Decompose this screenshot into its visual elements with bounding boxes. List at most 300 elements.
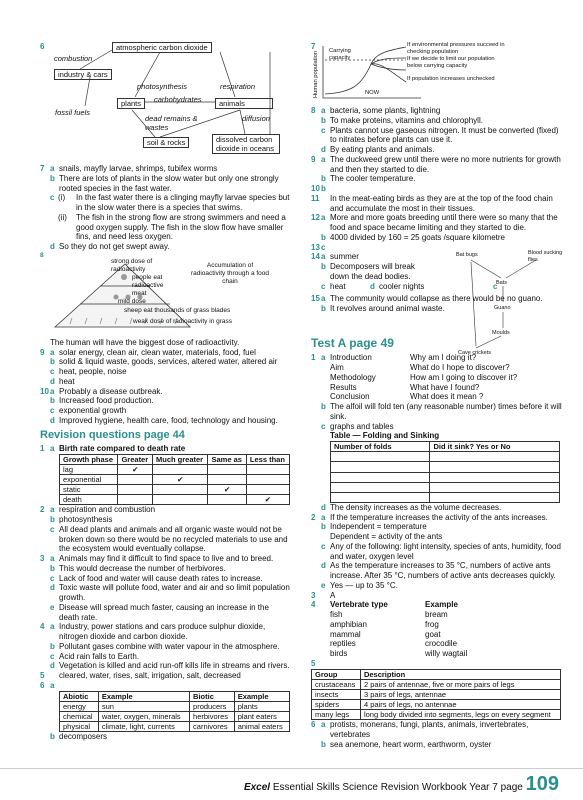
answer-text: All dead plants and animals and all organic waste would not be broken down so there would be no recycled materials to use and the ecosystem would eventually collapse. xyxy=(59,524,288,554)
q-letter: b xyxy=(50,357,55,367)
table-cell: 3 pairs of legs, antennae xyxy=(360,690,560,700)
workbook-title: Essential Skills Science Revision Workbook Year 7 xyxy=(272,782,498,793)
q-letter: b xyxy=(321,115,326,125)
answer-text: solar energy, clean air, clean water, materials, food, fuel xyxy=(59,347,256,357)
list-cell: fish xyxy=(330,610,343,620)
answer-row xyxy=(311,542,563,562)
q-num xyxy=(40,193,50,242)
section-purpose: What does it mean ? xyxy=(410,392,484,402)
table-cell: herbivores xyxy=(190,711,235,721)
answer-text: Plants cannot use gaseous nitrogen. It must be converted (fixed) to nitrates before plants can use it. xyxy=(330,125,559,145)
q-num: 3 xyxy=(40,554,45,564)
answer-row xyxy=(40,377,290,387)
answer-text xyxy=(330,353,563,402)
answer-text: Any of the following: light intensity, species of ants, humidity, food and water, oxygen level xyxy=(330,541,561,561)
plants-box: plants xyxy=(117,98,145,109)
q-letter: c xyxy=(50,406,55,415)
cave-crickets-label: Cave crickets xyxy=(458,350,492,356)
section-purpose: What do I hope to discover? xyxy=(410,363,510,373)
answer-text: summer xyxy=(330,252,359,262)
answer-row xyxy=(311,233,563,243)
table-cell xyxy=(430,482,560,492)
table-cell xyxy=(430,452,560,462)
table-header: Number of folds xyxy=(331,442,430,452)
q-num xyxy=(311,532,321,542)
q-letter: b xyxy=(50,173,55,183)
answer-text: Animals may find it difficult to find space to live and to breed. xyxy=(59,554,274,564)
q-num: 11 xyxy=(311,193,320,203)
q-num: 14 xyxy=(311,252,320,262)
table-cell xyxy=(246,485,289,495)
q-letter: b xyxy=(50,641,55,651)
answer-text: heat xyxy=(330,281,346,291)
answer-row xyxy=(311,591,563,601)
answer-text: By eating plants and animals. xyxy=(330,145,435,154)
answer-text: The human will have the biggest dose of radioactivity. xyxy=(50,337,240,347)
carbon-cycle-arrows xyxy=(40,42,290,164)
q-letter: b xyxy=(321,232,326,242)
q-num xyxy=(311,503,321,513)
combustion-label: combustion xyxy=(54,54,93,63)
q-letter: b xyxy=(50,515,55,525)
answer-text: The density increases as the volume decreases. xyxy=(330,502,502,512)
answer-row xyxy=(40,387,290,397)
birth-death-table xyxy=(59,454,290,506)
answer-text xyxy=(59,681,290,691)
table-cell: ✔ xyxy=(153,474,208,484)
q-letter: a xyxy=(321,294,326,304)
answer-row xyxy=(311,184,563,194)
q-letter: b xyxy=(50,563,55,573)
section-name: Results xyxy=(330,382,357,392)
answer-row xyxy=(311,513,563,523)
carbon-cycle-diagram xyxy=(40,42,290,164)
answer-text xyxy=(59,193,290,242)
answer-text: snails, mayfly larvae, shrimps, tubifex worms xyxy=(59,164,218,173)
carbohydrates-label: carbohydrates xyxy=(154,95,202,104)
answer-row xyxy=(311,720,563,740)
curve-label-3: If population increases unchecked xyxy=(407,76,495,82)
q-letter: e xyxy=(321,580,326,590)
q-num: 2 xyxy=(311,512,316,522)
answer-text: exponential growth xyxy=(59,406,127,415)
soil-rocks-box: soil & rocks xyxy=(143,137,189,148)
list-cell: goat xyxy=(425,629,441,639)
answer-row xyxy=(311,155,563,175)
q-letter: d xyxy=(50,583,55,593)
test-heading: Test A page 49 xyxy=(311,335,394,350)
table-cell: crustaceans xyxy=(312,679,361,689)
q-num xyxy=(311,304,321,314)
vertebrate-list xyxy=(330,600,563,659)
answer-row xyxy=(311,145,563,155)
population-graph xyxy=(311,42,563,106)
answer-text: A xyxy=(330,590,336,600)
strong-dose-label: strong dose of radioactivity xyxy=(111,257,153,273)
answer-text: Vegetation is killed and acid run-off kills life in streams and rivers. xyxy=(59,661,290,671)
table-row xyxy=(312,710,561,720)
q-num xyxy=(311,522,321,532)
q-letter xyxy=(321,532,330,542)
footer-text xyxy=(244,772,559,796)
answer-row xyxy=(311,106,563,116)
q-num xyxy=(40,377,50,387)
table-cell: exponential xyxy=(60,474,118,484)
answer-row xyxy=(40,622,290,642)
q-letter: c xyxy=(321,281,326,291)
q-num xyxy=(40,416,50,426)
q-num xyxy=(40,583,50,603)
q-letter: a xyxy=(321,154,326,164)
table-header: Greater xyxy=(118,454,153,464)
table-cell xyxy=(118,474,153,484)
table-cell: death xyxy=(60,495,118,505)
table-cell: producers xyxy=(190,701,235,711)
answer-text: respiration and combustion xyxy=(59,505,156,515)
table-row xyxy=(331,472,560,482)
table-row xyxy=(60,711,290,721)
table-cell xyxy=(208,495,246,505)
table-cell xyxy=(208,464,246,474)
table-header: Much greater xyxy=(153,454,208,464)
answer-text: Disease will spread much faster, causing an increase in the death rate. xyxy=(59,602,269,622)
q-num: 1 xyxy=(311,353,316,363)
answer-row xyxy=(40,661,290,671)
folding-table xyxy=(330,441,560,503)
answer-row xyxy=(40,348,290,358)
answer-text: bacteria, some plants, lightning xyxy=(330,106,441,115)
q-letter: a xyxy=(321,512,326,522)
q-letter: b xyxy=(50,732,55,742)
question-number: 7 xyxy=(311,42,316,51)
table-cell xyxy=(430,492,560,502)
q-num xyxy=(311,174,321,184)
table-cell xyxy=(331,452,430,462)
answer-text: graphs and tables xyxy=(330,421,394,431)
q-letter: d xyxy=(321,561,326,571)
answer-text: In the meat-eating birds as they are at the top of the food chain and accumulate the most in their tissues. xyxy=(330,193,553,213)
table-cell xyxy=(246,474,289,484)
q-letter xyxy=(321,591,330,601)
list-cell: crocodile xyxy=(425,639,458,649)
q-letter: c xyxy=(50,524,55,534)
q-letter: a xyxy=(50,680,55,690)
table-cell xyxy=(118,495,153,505)
answer-row xyxy=(40,583,290,603)
answer-text: The duckweed grew until there were no more nutrients for growth and then they started to die. xyxy=(330,154,561,174)
answer-row xyxy=(40,564,290,574)
answer-text xyxy=(330,184,563,194)
answer-row xyxy=(40,367,290,377)
answer-row xyxy=(311,126,563,146)
q-letter: a xyxy=(50,505,55,515)
answer-row xyxy=(40,242,290,252)
q-letter: a xyxy=(50,347,55,357)
answer-text: The fish in the strong flow are strong swimmers and need a good oxygen supply. The fish in the slow flow have smaller fins, and need less oxygen. xyxy=(76,212,286,242)
q-num: 8 xyxy=(311,106,316,115)
answer-text: Probably a disease outbreak. xyxy=(59,386,163,396)
list-cell: bream xyxy=(425,610,448,620)
q-letter: a xyxy=(50,164,55,173)
answer-text: cleared, water, rises, salt, irrigation, salt, decreased xyxy=(59,671,241,681)
q-num xyxy=(40,564,50,574)
table-row xyxy=(331,462,560,472)
answer-text: In the fast water there is a clinging mayfly larvae species but in the slow water there is a species that swims. xyxy=(76,193,290,212)
answer-text: photosynthesis xyxy=(59,515,113,525)
table-cell: static xyxy=(60,485,118,495)
q-letter: a xyxy=(50,622,55,632)
q-letter: b xyxy=(321,739,326,749)
answer-text: If the temperature increases the activity of the ants increases. xyxy=(330,512,548,522)
q-letter: b xyxy=(50,396,55,406)
table-cell: 2 pairs of antennae, five or more pairs of legs xyxy=(360,679,560,689)
q-letter: a xyxy=(321,720,326,730)
q-num xyxy=(40,396,50,406)
q-num xyxy=(311,145,321,155)
q-num xyxy=(40,515,50,525)
answer-row xyxy=(311,600,563,659)
fossil-fuels-label: fossil fuels xyxy=(55,108,91,117)
q-letter: d xyxy=(50,661,55,671)
table-header: Example xyxy=(234,691,289,701)
q-num: 2 xyxy=(40,505,45,515)
answer-text: As the temperature increases to 35 °C, numbers of active ants increase. After 35 °C, numbers of active ants decreases quickly. xyxy=(330,561,556,581)
q-letter: a xyxy=(50,554,55,564)
q-letter: b xyxy=(321,402,326,412)
table-cell: energy xyxy=(60,701,99,711)
table-header: Biotic xyxy=(190,691,235,701)
q7-block xyxy=(40,164,290,252)
table-row xyxy=(312,690,561,700)
q-letter: c xyxy=(321,541,326,551)
answer-row xyxy=(40,652,290,662)
q-num: 13 xyxy=(311,242,320,252)
table-header: Did it sink? Yes or No xyxy=(430,442,560,452)
answer-row xyxy=(311,402,563,422)
guano-label: Guano xyxy=(494,305,511,311)
dissolved-co2-box: dissolved carbon dioxide in oceans xyxy=(212,134,280,154)
table-cell: long body divided into segments, legs on every segment xyxy=(360,710,560,720)
q9-10-block xyxy=(40,348,290,426)
report-sections xyxy=(330,353,563,402)
question-number: 6 xyxy=(40,42,45,51)
answer-text: It revolves around animal waste. xyxy=(330,304,445,313)
q-letter: b xyxy=(321,174,326,184)
q-letter: b xyxy=(321,184,326,193)
answer-text: The community would collapse as there would be no guano. xyxy=(330,294,543,304)
answer-row xyxy=(40,732,290,742)
q-num: 9 xyxy=(40,347,45,357)
table-cell xyxy=(246,464,289,474)
answer-row xyxy=(311,503,563,513)
q6-test-answers xyxy=(311,720,563,749)
q-num: 3 xyxy=(311,590,316,600)
table-row xyxy=(312,700,561,710)
q-num xyxy=(311,116,321,126)
table-cell xyxy=(430,472,560,482)
q-num: 5 xyxy=(40,671,45,681)
answer-text: This would decrease the number of herbivores. xyxy=(59,563,226,573)
table-header: Same as xyxy=(208,454,246,464)
answer-row xyxy=(311,532,563,542)
q-letter: a xyxy=(50,443,55,453)
answer-row xyxy=(40,174,290,194)
q-letter: d xyxy=(50,242,55,251)
q-letter: d xyxy=(321,145,326,154)
answer-row xyxy=(40,406,290,416)
answer-text: Decomposers will break down the dead bodies. xyxy=(330,262,415,281)
section-name: Aim xyxy=(330,363,344,373)
animals-box: animals xyxy=(215,98,273,109)
answer-text: heat, people, noise xyxy=(59,367,127,376)
answer-text: cooler nights xyxy=(379,281,425,291)
q-letter: c xyxy=(50,367,55,376)
q-num: 5 xyxy=(311,658,316,668)
answer-text: Improved hygiene, health care, food, technology and housing. xyxy=(59,415,278,425)
answer-text: Lack of food and water will cause death rates to increase. xyxy=(59,573,263,583)
radioactivity-diagram xyxy=(40,252,290,338)
answer-text: Independent = temperature xyxy=(330,522,427,532)
q-num: 6 xyxy=(40,680,45,690)
list-cell: mammal xyxy=(330,629,361,639)
answer-row xyxy=(40,681,290,691)
q-num xyxy=(311,233,321,243)
accumulation-label: Accumulation of radioactivity through a food chain xyxy=(190,261,270,285)
q-num xyxy=(40,603,50,623)
section-purpose: Why am I doing it? xyxy=(410,353,477,363)
list-cell: willy wagtail xyxy=(425,649,468,659)
q-num: 1 xyxy=(40,443,45,453)
table-cell xyxy=(430,462,560,472)
roman: (ii) xyxy=(58,212,67,222)
answer-row xyxy=(40,505,290,515)
answer-text: To make proteins, vitamins and chlorophyll. xyxy=(330,115,483,125)
answer-row xyxy=(311,213,563,233)
table-header: Description xyxy=(360,669,560,679)
q-letter: a xyxy=(321,106,326,115)
answer-row xyxy=(311,116,563,126)
mild-dose-label: mild dose xyxy=(118,297,146,305)
table-cell: ✔ xyxy=(118,464,153,474)
list-cell: birds xyxy=(330,649,348,659)
table-cell xyxy=(208,474,246,484)
moulds-label: Moulds xyxy=(492,330,510,336)
answer-text: Yes — up to 35 °C. xyxy=(330,580,398,590)
table-cell xyxy=(153,485,208,495)
answer-row xyxy=(40,444,290,454)
table-header: Example xyxy=(98,691,189,701)
table-cell xyxy=(331,482,430,492)
table-cell xyxy=(153,495,208,505)
food-web-arrows xyxy=(456,250,566,360)
table-header: Group xyxy=(312,669,361,679)
roman: (i) xyxy=(58,193,66,203)
bats-label: Bats xyxy=(496,280,508,286)
sheep-label: sheep eat thousands of grass blades xyxy=(124,306,231,314)
q-num: 10 xyxy=(40,386,49,396)
q-letter: c xyxy=(321,125,326,135)
table-row xyxy=(312,679,561,689)
now-label: NOW xyxy=(365,90,380,96)
q-num xyxy=(40,661,50,671)
list-cell: reptiles xyxy=(330,639,356,649)
atmospheric-co2-box: atmospheric carbon dioxide xyxy=(112,42,212,53)
table-cell: chemical xyxy=(60,711,99,721)
q-letter: b xyxy=(321,304,326,313)
q-letter: e xyxy=(50,602,55,612)
q-letter: c xyxy=(50,651,55,661)
q-num: 12 xyxy=(311,213,320,223)
answer-row xyxy=(311,522,563,532)
abiotic-biotic-table xyxy=(59,691,290,733)
q-num: 9 xyxy=(311,154,316,164)
table-cell: ✔ xyxy=(246,495,289,505)
answer-row xyxy=(40,574,290,584)
answer-text: solid & liquid waste, goods, services, altered water, altered air xyxy=(59,357,278,367)
right-answers-1 xyxy=(311,106,563,252)
answer-row xyxy=(311,740,563,750)
answer-row xyxy=(311,561,563,581)
q-letter: d xyxy=(50,415,55,425)
table-cell: plants xyxy=(234,701,289,711)
answer-row xyxy=(40,554,290,564)
q-num: 4 xyxy=(311,600,316,610)
curve-label-1: If environmental pressures succeed in checking population xyxy=(407,42,505,56)
list-cell: frog xyxy=(425,619,439,629)
answer-row xyxy=(311,581,563,591)
q-letter: a xyxy=(321,213,326,223)
answer-row xyxy=(40,515,290,525)
q-letter: c xyxy=(50,193,55,203)
q-num xyxy=(311,542,321,562)
left-column xyxy=(40,42,290,742)
q-num xyxy=(40,174,50,194)
answer-row xyxy=(311,174,563,184)
table-cell: climate, light, currents xyxy=(98,722,189,732)
table-cell: animal eaters xyxy=(234,722,289,732)
table-row xyxy=(331,452,560,462)
answer-row xyxy=(311,353,563,402)
q-letter: d xyxy=(370,281,375,291)
revision-answers xyxy=(40,505,290,690)
table-header: Less than xyxy=(246,454,289,464)
q-letter: c xyxy=(321,421,326,431)
q-num xyxy=(40,357,50,367)
table-header: Growth phase xyxy=(60,454,118,464)
photosynthesis-label: photosynthesis xyxy=(137,82,188,91)
table-cell: many legs xyxy=(312,710,361,720)
answer-row xyxy=(40,193,290,242)
answer-text: The alfoil will fold ten (any reasonable number) times before it will sink. xyxy=(330,402,562,421)
sub-row xyxy=(58,213,290,242)
table-cell: physical xyxy=(60,722,99,732)
table-cell: water, oxygen, minerals xyxy=(98,711,189,721)
table-cell: plant eaters xyxy=(234,711,289,721)
table-title: Table — Folding and Sinking xyxy=(330,431,440,441)
answer-text: Acid rain falls to Earth. xyxy=(59,651,140,661)
revision-heading: Revision questions page 44 xyxy=(40,428,185,441)
table-row xyxy=(331,482,560,492)
blood-flies-label: Blood sucking flies xyxy=(528,250,563,263)
table-row xyxy=(60,495,290,505)
q-letter: a xyxy=(321,353,326,363)
bat-bugs-label: Bat bugs xyxy=(456,252,478,258)
excel-brand: Excel xyxy=(243,782,271,793)
diffusion-label: diffusion xyxy=(242,114,270,123)
q-letter: b xyxy=(321,522,326,532)
page-word: page xyxy=(500,782,523,793)
column-header: Example xyxy=(425,600,458,610)
